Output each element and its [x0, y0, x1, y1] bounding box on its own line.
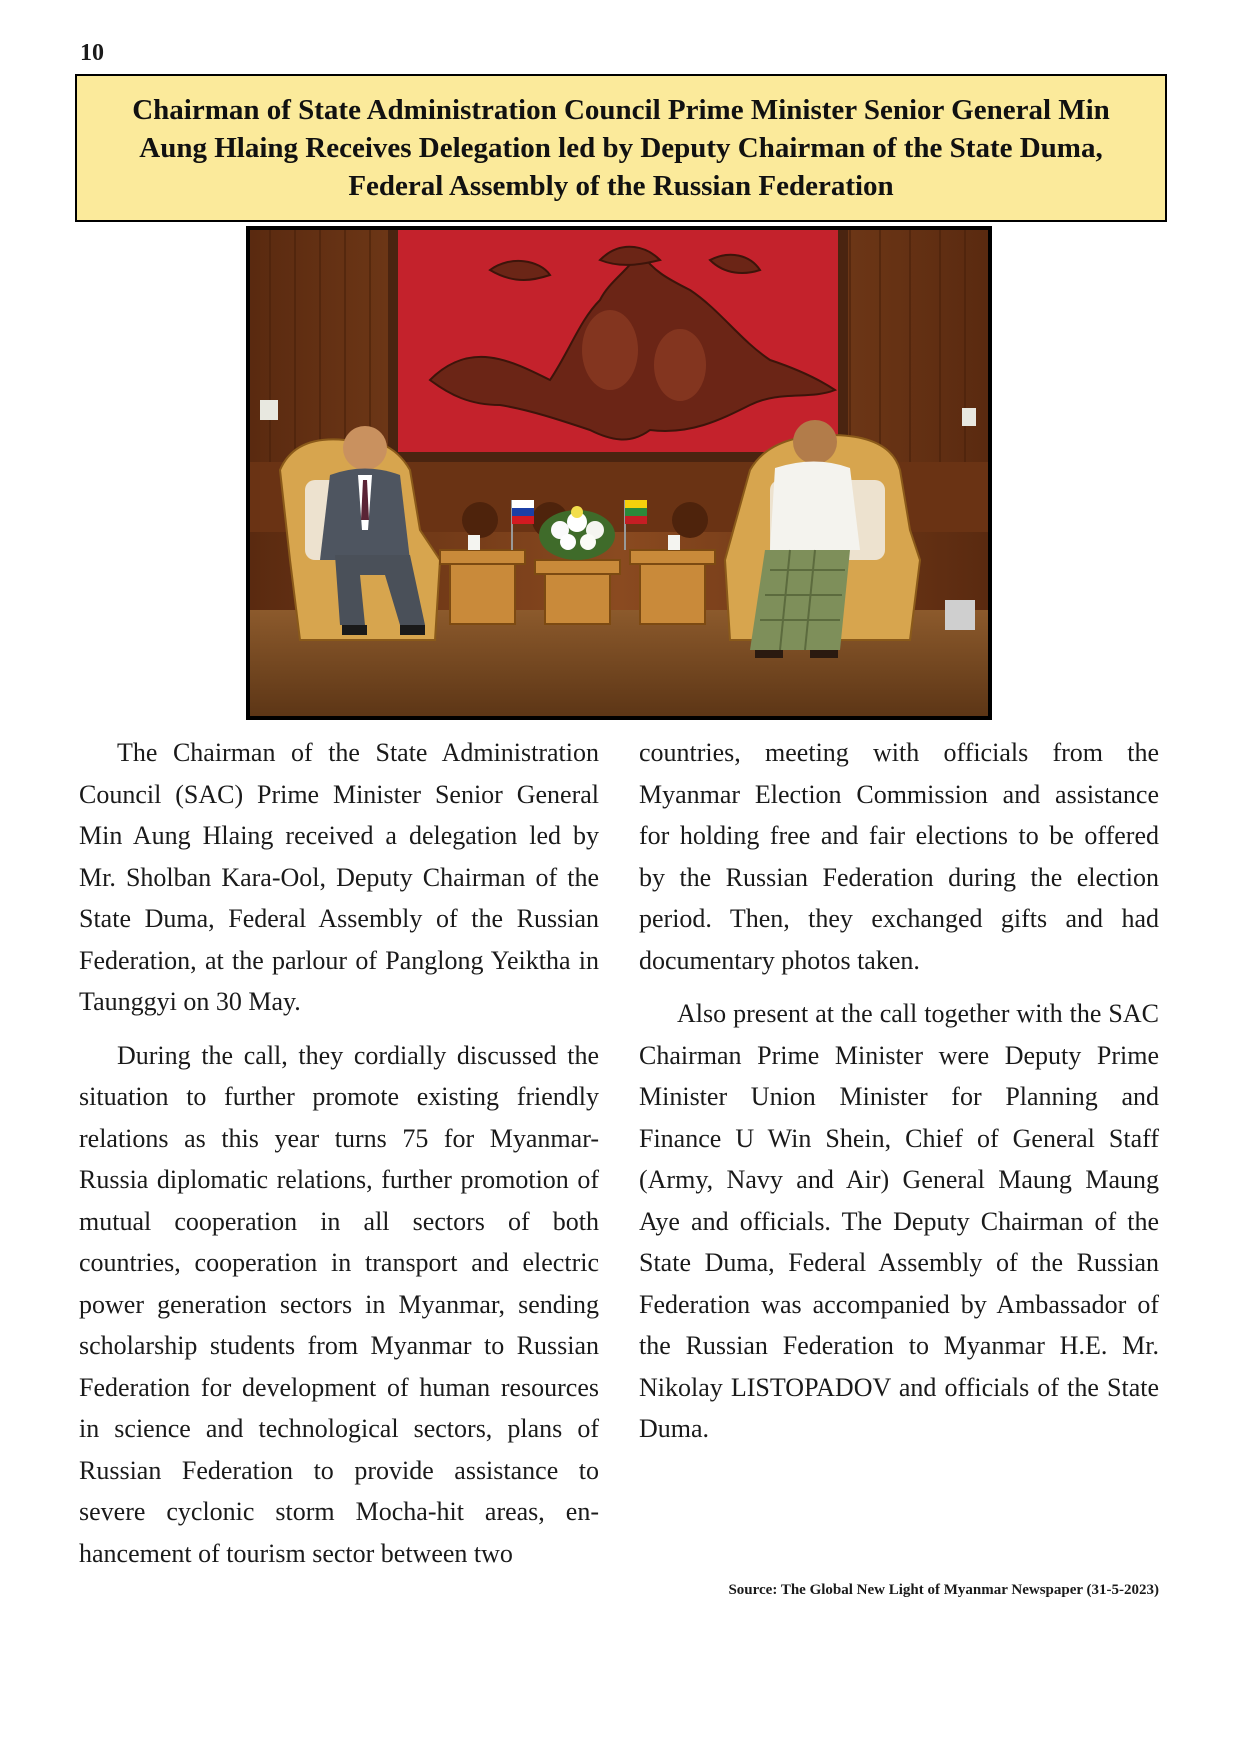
paragraph: The Chairman of the State Administration Council (SAC) Prime Minister Senior General Min Aung Hlaing received a delegation led by Mr. Sholban Kara-Ool, Deputy Chairman of the State Duma, Federal Assembly of the Russian Federation, at the parlour of Panglong Yeiktha in Taunggyi on 30 May. [79, 738, 599, 1016]
paragraph: countries, meeting with officials from the Myanmar Election Commission and assistance for holding free and fair elections to be offered by the Russian Federation during the election period. Then, they exchanged gifts and had documentary photos taken. [639, 738, 1159, 975]
page-number: 10 [80, 40, 104, 66]
meeting-photo-illustration [250, 230, 988, 716]
headline-box [75, 74, 1167, 222]
article-column-left [79, 732, 599, 1586]
paragraph: During the call, they cordially discussed the situation to further promote existing friendly relations as this year turns 75 for Myanmar-Russia diplomatic relations, further promotion of mutual cooperation in all sectors of both countries, cooperation in transport and electric power generation sectors in Myanmar, sending scholarship students from Myanmar to Russian Federation for development of human resources in science and technological sectors, plans of Russian Federation to provide assistance to severe cyclonic storm Mocha-hit areas, enhancement of tourism sector between two [79, 1040, 599, 1568]
source-credit: Source: The Global New Light of Myanmar Newspaper (31-5-2023) [728, 1582, 1159, 1598]
paragraph: Also present at the call together with the SAC Chairman Prime Minister were Deputy Prime Minister Union Minister for Planning and Finance U Win Shein, Chief of General Staff (Army, Navy and Air) General Maung Maung Aye and officials. The Deputy Chairman of the State Duma, Federal Assembly of the Russian Federation was accompanied by Ambassador of the Russian Federation to Myanmar H.E. Mr. Nikolay LISTOPADOV and officials of the State Duma. [639, 999, 1159, 1443]
headline: Chairman of State Administration Council Prime Minister Senior General Min Aung Hlaing Receives Delegation led by Deputy Chairman of the State Duma, Federal Assembly of the Russian Federation [132, 94, 1110, 202]
meeting-photo [246, 226, 992, 720]
article-column-right [639, 732, 1159, 1462]
